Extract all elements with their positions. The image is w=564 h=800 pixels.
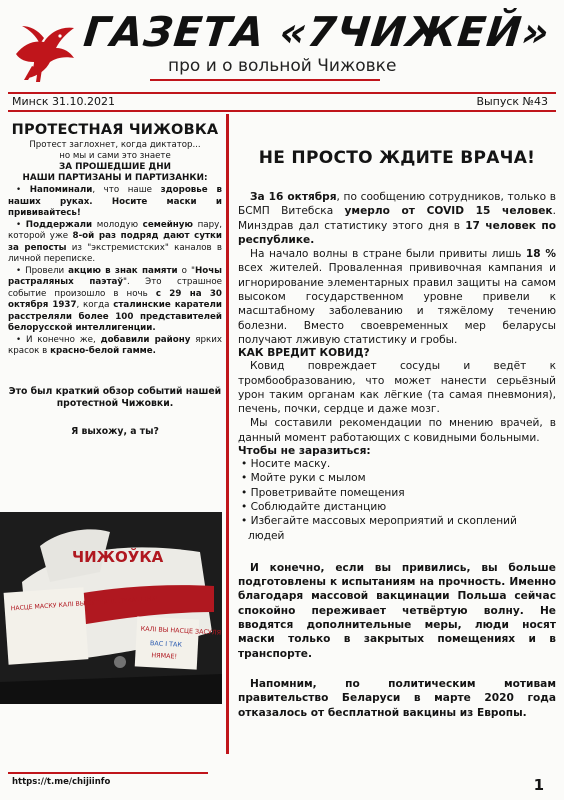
paragraph-text: всех жителей. Проваленная прививочная кампания и игнорирование элементарных правил защиты на самом высоком государственном уровне привели к масштабному заболеванию и тяжёлому течению болезни. Вместо своевременных мер беларусы получают лживую статистику и гробы. <box>238 262 556 346</box>
paragraph-bold: 18 % <box>525 248 556 261</box>
summary-text: Это был краткий обзор событий нашей протестной Чижовки. <box>8 385 222 409</box>
list-item-text: о " <box>177 265 195 276</box>
article-paragraph: Ковид повреждает сосуды и ведёт к тромбообразованию, что может нанести серьёзный урон таким органам как лёгкие (та самая пневмония), печень, почки, сердце и даже мозг. <box>238 360 556 416</box>
paragraph-bold: 17 человек по республике. <box>238 219 556 246</box>
issue-number: Выпуск №43 <box>476 95 548 108</box>
footer-rule <box>8 772 208 774</box>
list-item-bold: с 29 на 30 октября 1937 <box>8 288 222 310</box>
page-number: 1 <box>533 776 544 794</box>
list-item-text: Провели <box>25 265 69 276</box>
list-item-text: , когда <box>76 300 114 310</box>
heading-past-days: ЗА ПРОШЕДШИЕ ДНИ <box>59 162 171 172</box>
masthead <box>0 0 564 92</box>
paragraph-text: , по сообщению сотрудников, только в БСМП Витебска <box>238 191 556 218</box>
list-item-text: молодую <box>92 219 143 230</box>
list-item-text: из "экстремистских" каналов в личной переписке. <box>8 242 223 264</box>
list-item <box>8 335 222 358</box>
photo-sign-2b: ВАС І ТАК <box>149 639 183 649</box>
column-divider <box>226 114 229 754</box>
tips-list <box>238 457 556 543</box>
epigraph-line-2: но мы и сами это знаете <box>59 151 171 161</box>
paragraph-text: На начало волны в стране были привиты лишь <box>250 248 526 261</box>
newspaper-subtitle: про и о вольной Чижовке <box>168 56 397 76</box>
call-to-action: Я выхожу, а ты? <box>71 425 159 437</box>
list-item-text: пару, которой уже <box>8 219 222 241</box>
list-item-bold: Ночы растраляных паэтаў <box>8 265 223 287</box>
issue-meta-bar <box>8 92 556 112</box>
telegram-link[interactable]: https://t.me/chijiinfo <box>12 777 111 787</box>
article-paragraph <box>238 190 556 247</box>
paragraph-bold: За 16 октября <box>250 191 337 203</box>
list-item-bold: акцию в знак памяти <box>68 265 178 276</box>
newspaper-title: ГАЗЕТА «7ЧИЖЕЙ» <box>81 8 553 56</box>
issue-date: Минск 31.10.2021 <box>12 95 116 108</box>
left-column <box>8 114 222 437</box>
photo-flag-text: ЧИЖОЎКА <box>72 548 164 566</box>
list-item-text: , что наше <box>92 185 161 195</box>
list-item-text: И конечно же, <box>25 334 101 345</box>
list-item-text: ярких красок в <box>8 334 223 356</box>
list-item <box>8 220 222 266</box>
list-item-bold: добавили району <box>100 334 191 345</box>
protest-photo <box>0 512 222 704</box>
list-item-bold: 8-ой раз подряд дают сутки за репосты <box>8 231 222 253</box>
list-item <box>8 185 222 220</box>
list-item-bold: здоровье в наших руках. Носите маски и прививайтесь! <box>8 185 223 218</box>
photo-sign-1-text: НАСЦЕ МАСКУ КАЛІ ВЫ СУПРАЦЬ ЛУКАШЭНКІ <box>10 595 158 613</box>
vaccination-paragraph: И конечно, если вы привились, вы больше подготовлены к испытаниям на прочность. Именно благодаря массовой вакцинации Польша сейчас спокойно переживает четвёртую волну. Не вводятся дополнительные меры, люди носят маски только в закрытых помещениях и в транспорте. <box>238 561 556 660</box>
paragraph-bold: умерло от COVID 15 человек <box>344 205 553 218</box>
subheading-covid-harm: КАК ВРЕДИТ КОВИД? <box>238 347 370 360</box>
tip-item: • Избегайте массовых мероприятий и скоплений людей <box>238 514 556 543</box>
epigraph-line-1: Протест заглохнет, когда диктатор... <box>29 140 201 150</box>
tip-item: • Соблюдайте дистанцию <box>238 500 556 514</box>
article-paragraph: Мы составили рекомендации по мнению врачей, в данный момент работающих с ковидными больными. <box>238 417 556 444</box>
list-item-bold: сталинские каратели расстреляли более 100 представителей белорусской интеллигенции. <box>8 300 222 333</box>
list-item-bold: красно-белой гамме. <box>50 346 156 356</box>
tip-item: • Проветривайте помещения <box>238 486 556 500</box>
paragraph-text: . Минздрав дал статистику этого дня в <box>238 205 556 232</box>
heading-partisans: НАШИ ПАРТИЗАНЫ И ПАРТИЗАНКИ: <box>22 173 208 183</box>
list-item-bold: Напоминали <box>29 185 93 195</box>
list-item <box>8 266 222 335</box>
photo-sign-2: КАЛІ ВЫ НАСЦЕ ЗАСУЛЯ <box>140 624 222 637</box>
protest-list <box>8 185 222 358</box>
list-item-bold: Поддержали <box>25 219 93 230</box>
tip-item: • Мойте руки с мылом <box>238 471 556 485</box>
vaccine-refusal-paragraph: Напомним, по политическим мотивам правительство Беларуси в марте 2020 года отказалось от бесплатной вакцины из Европы. <box>238 677 556 719</box>
photo-sign-2c: НЯМАЕ! <box>151 651 178 661</box>
list-item-bold: семейную <box>142 219 193 230</box>
article-headline: НЕ ПРОСТО ЖДИТЕ ВРАЧА! <box>258 148 536 168</box>
tip-item: • Носите маску. <box>238 457 556 471</box>
right-column <box>238 114 556 720</box>
article-paragraph <box>238 247 556 347</box>
bird-logo-icon <box>10 14 80 84</box>
list-item-text: ". Это страшное событие произошло в ночь <box>8 277 223 299</box>
subtitle-underline <box>150 79 380 81</box>
section-title: ПРОТЕСТНАЯ ЧИЖОВКА <box>11 122 219 138</box>
subheading-prevention: Чтобы не заразиться: <box>238 445 371 458</box>
